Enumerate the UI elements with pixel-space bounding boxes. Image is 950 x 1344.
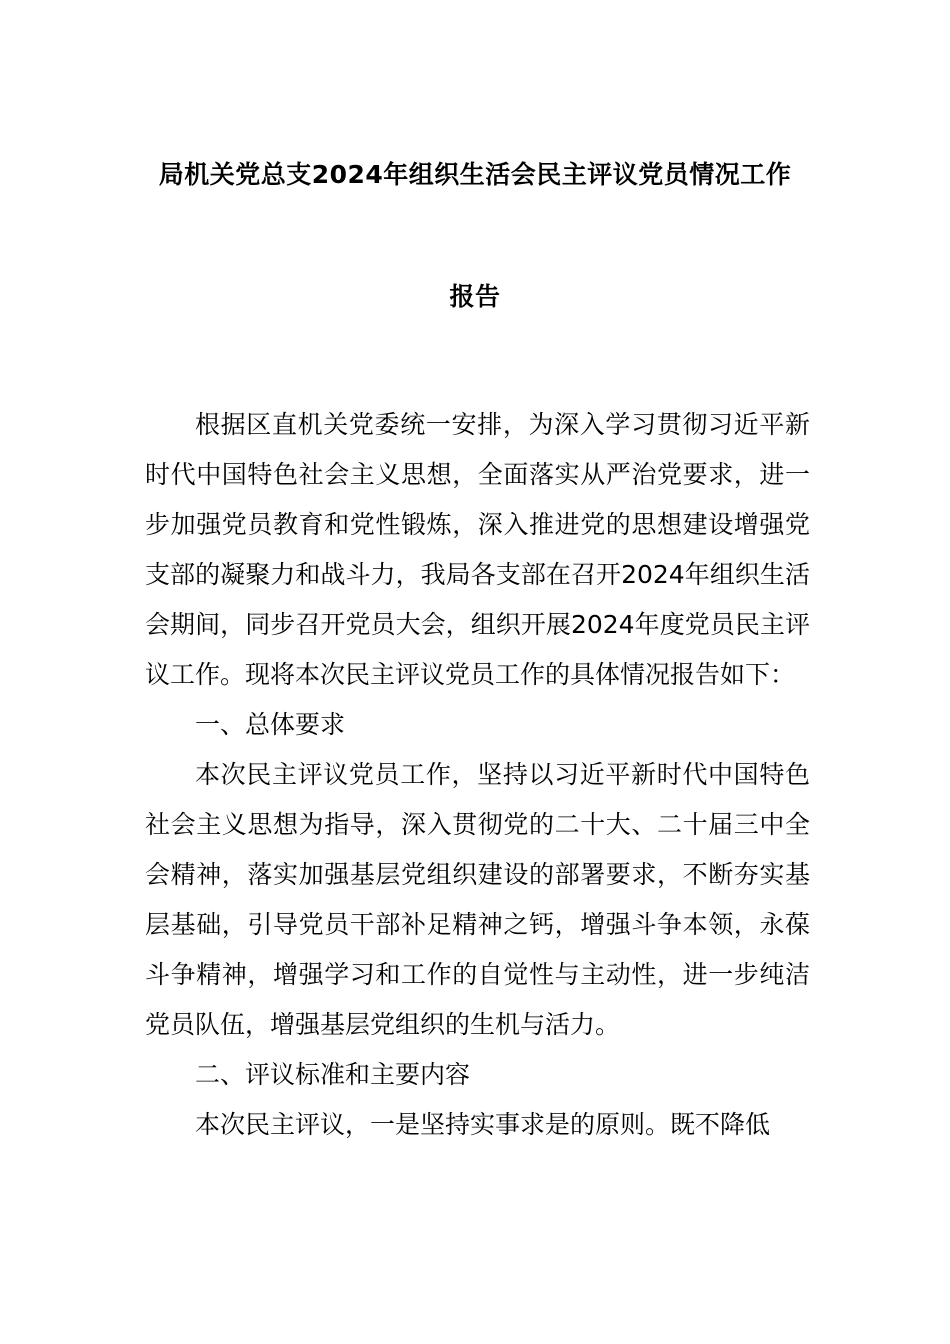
intro-paragraph: 根据区直机关党委统一安排，为深入学习贯彻习近平新时代中国特色社会主义思想，全面落实从严治党要求，进一步加强党员教育和党性锻炼，深入推进党的思想建设增强党支部的凝聚力和战斗力，我局各支部在召开2024年组织生活会期间，同步召开党员大会，组织开展2024年度党员民主评议工作。现将本次民主评议党员工作的具体情况报告如下： (145, 410, 810, 689)
standards-paragraph: 本次民主评议，一是坚持实事求是的原则。既不降低 (195, 1110, 771, 1139)
document-title-line-2: 报告 (449, 282, 501, 311)
section-heading-standards-and-content: 二、评议标准和主要内容 (195, 1060, 471, 1089)
section-heading-overall-requirements: 一、总体要求 (195, 710, 346, 739)
overall-requirements-paragraph: 本次民主评议党员工作，坚持以习近平新时代中国特色社会主义思想为指导，深入贯彻党的二十大、二十届三中全会精神，落实加强基层党组织建设的部署要求，不断夯实基层基础，引导党员干部补足精神之钙，增强斗争本领，永葆斗争精神，增强学习和工作的自觉性与主动性，进一步纯洁党员队伍，增强基层党组织的生机与活力。 (145, 760, 810, 1039)
document-title-line-1: 局机关党总支2024年组织生活会民主评议党员情况工作 (158, 160, 792, 189)
document-body (145, 400, 810, 1150)
